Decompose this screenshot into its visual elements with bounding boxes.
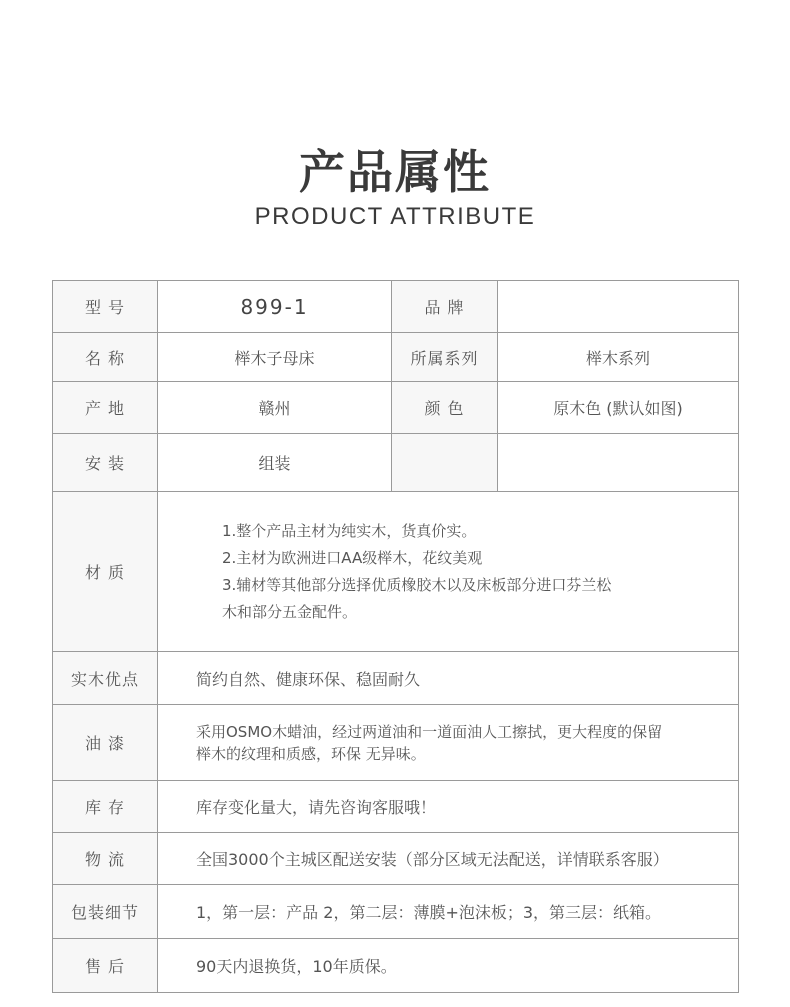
table-row-paint (53, 705, 739, 781)
label-brand: 品 牌 (392, 281, 498, 333)
material-line-3: 3.辅材等其他部分选择优质橡胶木以及床板部分进口芬兰松 (222, 575, 612, 594)
table-row-install (53, 434, 739, 492)
label-logistics: 物 流 (53, 833, 158, 885)
table-row-logistics (53, 833, 739, 885)
value-install: 组装 (158, 434, 392, 492)
value-origin: 赣州 (158, 382, 392, 434)
value-paint (158, 705, 739, 781)
value-aftersale: 90天内退换货，10年质保。 (158, 939, 739, 993)
product-attribute-table (52, 280, 739, 993)
value-empty (498, 434, 739, 492)
paint-line-2: 榉木的纹理和质感，环保 无异味。 (196, 744, 426, 763)
table-row-name (53, 333, 739, 382)
material-line-4: 木和部分五金配件。 (222, 602, 358, 621)
value-stock: 库存变化量大，请先咨询客服哦！ (158, 781, 739, 833)
paint-line-1: 采用OSMO木蜡油，经过两道油和一道面油人工擦拭，更大程度的保留 (196, 722, 663, 741)
value-logistics: 全国3000个主城区配送安装（部分区域无法配送，详情联系客服） (158, 833, 739, 885)
label-name: 名 称 (53, 333, 158, 382)
label-origin: 产 地 (53, 382, 158, 434)
label-model: 型 号 (53, 281, 158, 333)
material-line-2: 2.主材为欧洲进口AA级榉木，花纹美观 (222, 548, 483, 567)
value-packaging: 1，第一层：产品 2，第二层：薄膜+泡沫板；3，第三层：纸箱。 (158, 885, 739, 939)
label-color: 颜 色 (392, 382, 498, 434)
value-color: 原木色 (默认如图) (498, 382, 739, 434)
table-row-advantage (53, 652, 739, 705)
label-empty (392, 434, 498, 492)
value-material (158, 492, 739, 652)
label-packaging: 包装细节 (53, 885, 158, 939)
table-row-model (53, 281, 739, 333)
label-material: 材 质 (53, 492, 158, 652)
value-advantage: 简约自然、健康环保、稳固耐久 (158, 652, 739, 705)
label-series: 所属系列 (392, 333, 498, 382)
table-row-origin (53, 382, 739, 434)
page-subtitle: PRODUCT ATTRIBUTE (254, 203, 536, 230)
label-advantage: 实木优点 (53, 652, 158, 705)
table-row-material (53, 492, 739, 652)
label-aftersale: 售 后 (53, 939, 158, 993)
value-brand (498, 281, 739, 333)
table-row-packaging (53, 885, 739, 939)
label-stock: 库 存 (53, 781, 158, 833)
label-paint: 油 漆 (53, 705, 158, 781)
label-install: 安 装 (53, 434, 158, 492)
material-line-1: 1.整个产品主材为纯实木，货真价实。 (222, 521, 477, 540)
page-title: 产品属性 (299, 145, 491, 199)
value-model: 899-1 (158, 281, 392, 333)
table-row-stock (53, 781, 739, 833)
value-name: 榉木子母床 (158, 333, 392, 382)
table-row-aftersale (53, 939, 739, 993)
value-series: 榉木系列 (498, 333, 739, 382)
